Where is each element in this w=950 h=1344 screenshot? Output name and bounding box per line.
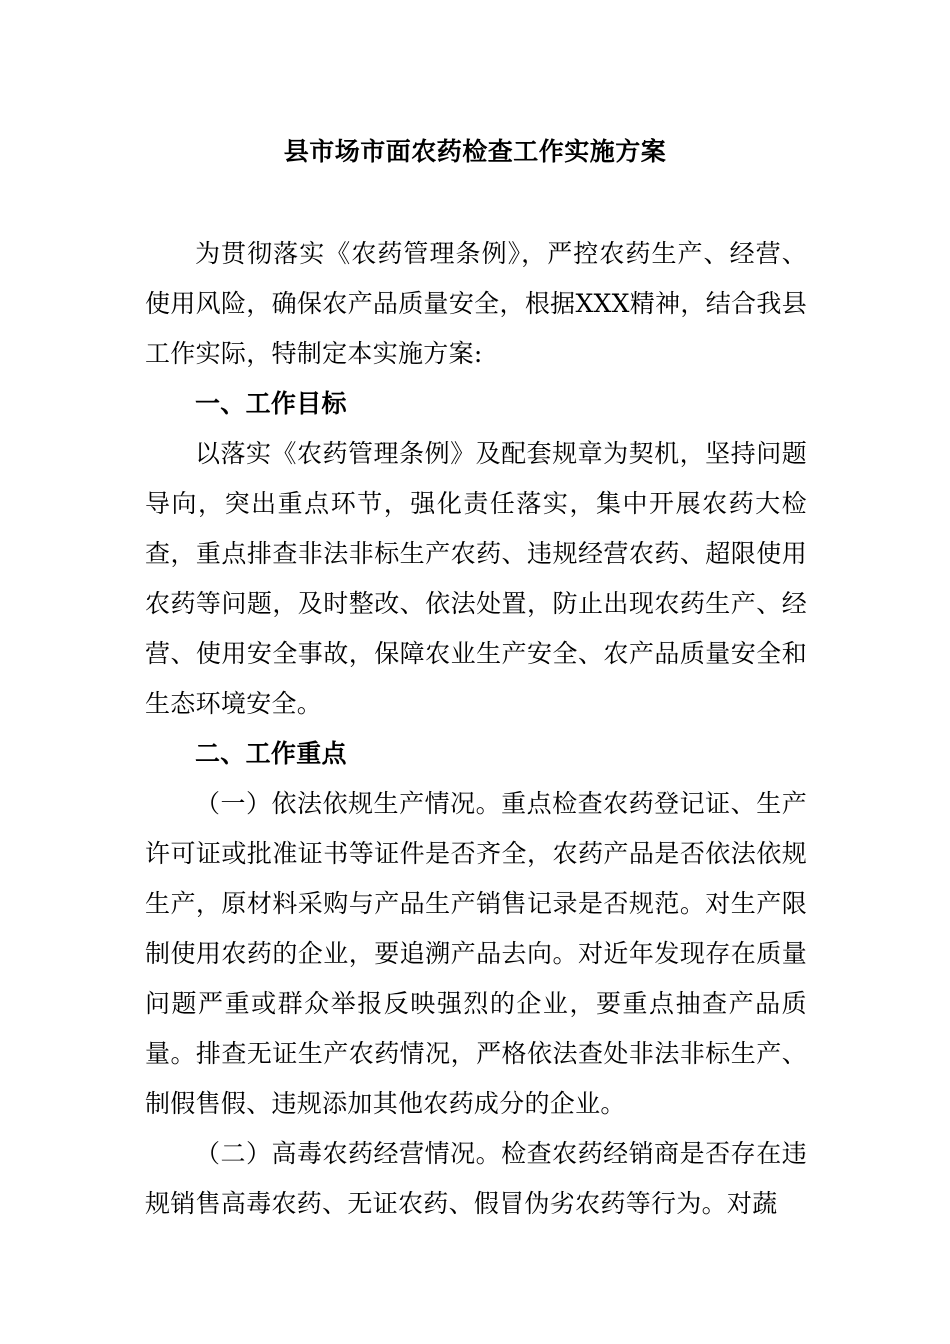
document-title: 县市场市面农药检查工作实施方案 [283, 137, 667, 166]
focus-item-production: （一）依法依规生产情况。重点检查农药登记证、生产许可证或批准证书等证件是否齐全，农药产品是否依法依规生产，原材料采购与产品生产销售记录是否规范。对生产限制使用农药的企业，要追溯产品去向。对近年发现存在质量问题严重或群众举报反映强烈的企业，要重点抽查产品质量。排查无证生产农药情况，严格依法查处非法非标生产、制假售假、违规添加其他农药成分的企业。 [145, 789, 807, 1118]
focus-item-distribution: （二）高毒农药经营情况。检查农药经销商是否存在违规销售高毒农药、无证农药、假冒伪劣农药等行为。对蔬 [145, 1139, 807, 1218]
document-body [145, 229, 807, 1229]
section-heading-focus: 二、工作重点 [195, 739, 347, 768]
section-heading-goals: 一、工作目标 [195, 389, 347, 418]
goals-paragraph: 以落实《农药管理条例》及配套规章为契机，坚持问题导向，突出重点环节，强化责任落实，集中开展农药大检查，重点排查非法非标生产农药、违规经营农药、超限使用农药等问题，及时整改、依法处置，防止出现农药生产、经营、使用安全事故，保障农业生产安全、农产品质量安全和生态环境安全。 [145, 439, 807, 718]
intro-paragraph: 为贯彻落实《农药管理条例》，严控农药生产、经营、使用风险，确保农产品质量安全，根据XXX精神，结合我县工作实际，特制定本实施方案: [145, 239, 807, 368]
